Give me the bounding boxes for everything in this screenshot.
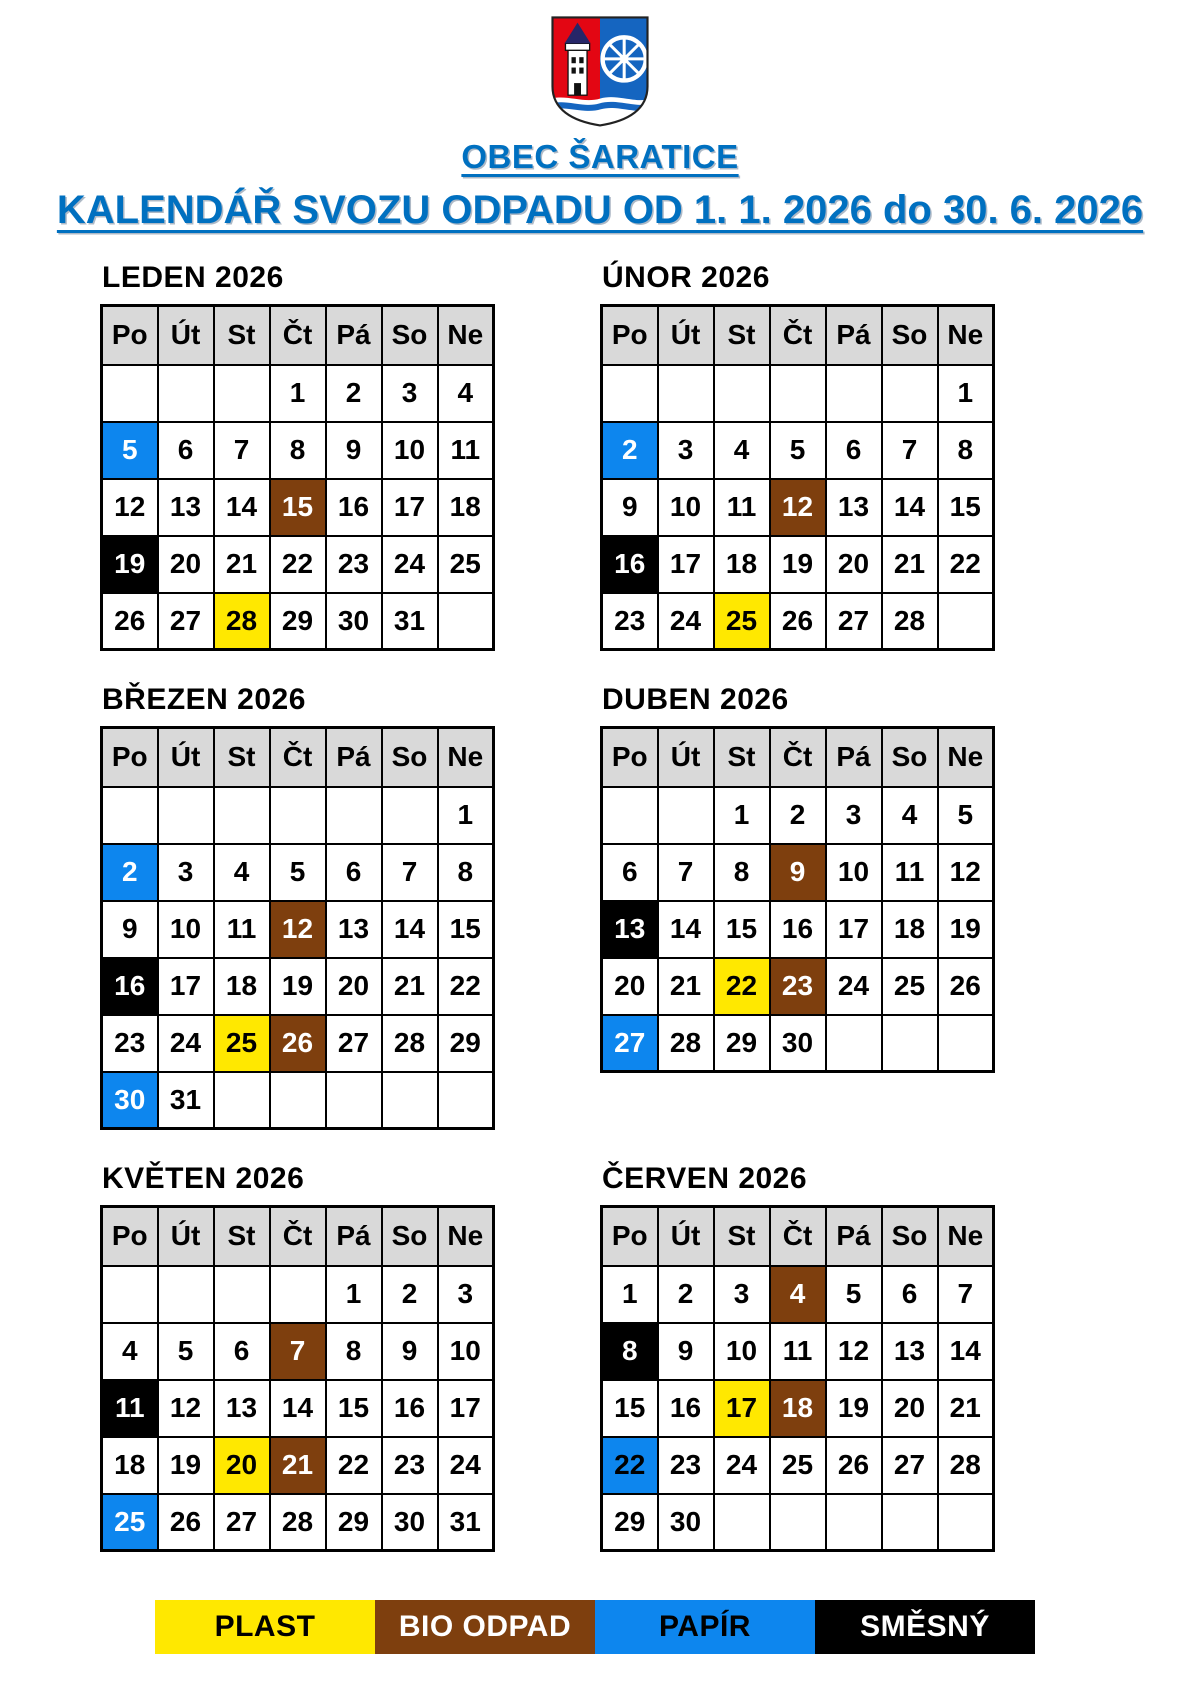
empty-cell (714, 1494, 770, 1551)
day-cell: 5 (938, 787, 994, 844)
day-cell: 1 (714, 787, 770, 844)
weekday-header: So (882, 1207, 938, 1266)
empty-cell (770, 1494, 826, 1551)
day-cell: 29 (438, 1015, 494, 1072)
empty-cell (938, 593, 994, 650)
empty-cell (102, 1266, 158, 1323)
day-cell: 13 (326, 901, 382, 958)
day-cell: 28 (658, 1015, 714, 1072)
month-calendar-4 (600, 683, 1000, 1073)
weekday-header: Pá (326, 1207, 382, 1266)
day-cell: 5 (770, 422, 826, 479)
empty-cell (658, 365, 714, 422)
weekday-header: Pá (326, 306, 382, 365)
weekday-header: Po (102, 306, 158, 365)
day-cell: 9 (658, 1323, 714, 1380)
day-cell: 6 (214, 1323, 270, 1380)
month-calendar-5 (100, 1162, 500, 1552)
municipality-name: OBEC ŠARATICE (461, 138, 739, 175)
month-calendar-2 (600, 261, 1000, 651)
day-cell: 11 (770, 1323, 826, 1380)
empty-cell (438, 1072, 494, 1129)
day-cell: 16 (770, 901, 826, 958)
day-cell-plast: 25 (214, 1015, 270, 1072)
day-cell: 13 (158, 479, 214, 536)
weekday-header: St (714, 1207, 770, 1266)
day-cell-bio: 15 (270, 479, 326, 536)
day-cell: 8 (938, 422, 994, 479)
day-cell-plast: 28 (214, 593, 270, 650)
day-cell-smesny: 13 (602, 901, 658, 958)
day-cell-papir: 2 (102, 844, 158, 901)
empty-cell (826, 1015, 882, 1072)
month-table (100, 726, 495, 1130)
day-cell: 20 (826, 536, 882, 593)
weekday-header: Pá (826, 728, 882, 787)
day-cell: 12 (102, 479, 158, 536)
day-cell: 19 (270, 958, 326, 1015)
day-cell: 10 (714, 1323, 770, 1380)
day-cell: 16 (382, 1380, 438, 1437)
day-cell-papir: 25 (102, 1494, 158, 1551)
empty-cell (158, 787, 214, 844)
weekday-header: So (382, 306, 438, 365)
months-grid (100, 261, 1000, 1552)
day-cell: 10 (382, 422, 438, 479)
day-cell: 27 (882, 1437, 938, 1494)
weekday-header: Út (158, 1207, 214, 1266)
day-cell: 14 (214, 479, 270, 536)
day-cell: 28 (938, 1437, 994, 1494)
day-cell-papir: 30 (102, 1072, 158, 1129)
legend-item-papir: PAPÍR (595, 1600, 815, 1654)
day-cell: 10 (158, 901, 214, 958)
empty-cell (602, 365, 658, 422)
weekday-header: Ne (438, 306, 494, 365)
day-cell: 1 (938, 365, 994, 422)
month-title: ÚNOR 2026 (602, 261, 770, 294)
weekday-header: So (382, 1207, 438, 1266)
empty-cell (158, 365, 214, 422)
day-cell: 23 (102, 1015, 158, 1072)
day-cell: 15 (326, 1380, 382, 1437)
weekday-header: St (714, 728, 770, 787)
weekday-header: St (214, 1207, 270, 1266)
day-cell: 27 (158, 593, 214, 650)
day-cell: 12 (158, 1380, 214, 1437)
empty-cell (158, 1266, 214, 1323)
empty-cell (326, 1072, 382, 1129)
day-cell: 24 (658, 593, 714, 650)
day-cell: 3 (658, 422, 714, 479)
day-cell: 7 (882, 422, 938, 479)
day-cell: 14 (382, 901, 438, 958)
day-cell: 22 (938, 536, 994, 593)
day-cell: 1 (270, 365, 326, 422)
day-cell-bio: 12 (270, 901, 326, 958)
day-cell: 18 (882, 901, 938, 958)
day-cell-bio: 21 (270, 1437, 326, 1494)
day-cell: 8 (714, 844, 770, 901)
day-cell: 23 (382, 1437, 438, 1494)
weekday-header: Po (602, 1207, 658, 1266)
day-cell: 3 (382, 365, 438, 422)
day-cell-plast: 20 (214, 1437, 270, 1494)
weekday-header: St (214, 306, 270, 365)
day-cell: 5 (826, 1266, 882, 1323)
day-cell: 18 (214, 958, 270, 1015)
day-cell: 17 (658, 536, 714, 593)
day-cell: 6 (158, 422, 214, 479)
day-cell: 27 (326, 1015, 382, 1072)
day-cell: 20 (602, 958, 658, 1015)
legend-item-plast: PLAST (155, 1600, 375, 1654)
weekday-header: Čt (770, 306, 826, 365)
day-cell: 1 (602, 1266, 658, 1323)
day-cell: 22 (326, 1437, 382, 1494)
day-cell: 23 (326, 536, 382, 593)
day-cell: 26 (158, 1494, 214, 1551)
day-cell: 9 (382, 1323, 438, 1380)
day-cell: 20 (158, 536, 214, 593)
empty-cell (102, 365, 158, 422)
day-cell: 4 (438, 365, 494, 422)
day-cell: 21 (382, 958, 438, 1015)
empty-cell (882, 365, 938, 422)
weekday-header: St (714, 306, 770, 365)
day-cell: 6 (882, 1266, 938, 1323)
day-cell: 10 (438, 1323, 494, 1380)
day-cell: 18 (714, 536, 770, 593)
day-cell: 24 (382, 536, 438, 593)
day-cell: 11 (214, 901, 270, 958)
empty-cell (938, 1015, 994, 1072)
day-cell-bio: 18 (770, 1380, 826, 1437)
day-cell: 1 (438, 787, 494, 844)
day-cell: 4 (102, 1323, 158, 1380)
empty-cell (270, 1072, 326, 1129)
day-cell: 30 (382, 1494, 438, 1551)
day-cell: 2 (770, 787, 826, 844)
weekday-header: Út (658, 306, 714, 365)
weekday-header: Ne (438, 1207, 494, 1266)
empty-cell (214, 1072, 270, 1129)
day-cell: 21 (882, 536, 938, 593)
empty-cell (826, 365, 882, 422)
day-cell: 14 (938, 1323, 994, 1380)
weekday-header: Út (158, 728, 214, 787)
weekday-header: Út (158, 306, 214, 365)
weekday-header: Po (602, 728, 658, 787)
day-cell: 21 (214, 536, 270, 593)
weekday-header: Pá (826, 306, 882, 365)
month-title: ČERVEN 2026 (602, 1162, 808, 1195)
day-cell: 9 (602, 479, 658, 536)
day-cell: 29 (270, 593, 326, 650)
weekday-header: Po (602, 306, 658, 365)
day-cell-smesny: 16 (602, 536, 658, 593)
day-cell: 23 (658, 1437, 714, 1494)
day-cell: 19 (938, 901, 994, 958)
month-table (100, 1205, 495, 1552)
empty-cell (382, 1072, 438, 1129)
day-cell: 22 (438, 958, 494, 1015)
month-title: BŘEZEN 2026 (102, 683, 306, 716)
empty-cell (882, 1494, 938, 1551)
empty-cell (102, 787, 158, 844)
weekday-header: So (382, 728, 438, 787)
weekday-header: Ne (938, 1207, 994, 1266)
day-cell: 12 (938, 844, 994, 901)
day-cell: 27 (826, 593, 882, 650)
weekday-header: So (882, 728, 938, 787)
day-cell: 17 (438, 1380, 494, 1437)
weekday-header: Ne (938, 728, 994, 787)
day-cell: 29 (326, 1494, 382, 1551)
day-cell: 26 (102, 593, 158, 650)
day-cell: 24 (714, 1437, 770, 1494)
weekday-header: Po (102, 728, 158, 787)
page-header (0, 0, 1200, 233)
day-cell: 13 (882, 1323, 938, 1380)
day-cell: 14 (270, 1380, 326, 1437)
day-cell: 8 (326, 1323, 382, 1380)
day-cell: 18 (438, 479, 494, 536)
day-cell: 9 (102, 901, 158, 958)
empty-cell (214, 365, 270, 422)
day-cell: 6 (326, 844, 382, 901)
day-cell: 13 (826, 479, 882, 536)
day-cell-smesny: 19 (102, 536, 158, 593)
day-cell: 4 (214, 844, 270, 901)
day-cell: 18 (102, 1437, 158, 1494)
month-calendar-1 (100, 261, 500, 651)
day-cell: 11 (438, 422, 494, 479)
day-cell: 16 (326, 479, 382, 536)
day-cell: 24 (438, 1437, 494, 1494)
weekday-header: St (214, 728, 270, 787)
month-calendar-3 (100, 683, 500, 1130)
day-cell: 15 (602, 1380, 658, 1437)
day-cell: 4 (882, 787, 938, 844)
day-cell-smesny: 16 (102, 958, 158, 1015)
day-cell: 30 (658, 1494, 714, 1551)
legend-item-bio: BIO ODPAD (375, 1600, 595, 1654)
day-cell: 31 (158, 1072, 214, 1129)
day-cell-papir: 5 (102, 422, 158, 479)
month-table (600, 304, 995, 651)
day-cell-bio: 26 (270, 1015, 326, 1072)
empty-cell (938, 1494, 994, 1551)
day-cell: 2 (658, 1266, 714, 1323)
day-cell: 25 (438, 536, 494, 593)
day-cell: 7 (938, 1266, 994, 1323)
empty-cell (882, 1015, 938, 1072)
day-cell: 20 (326, 958, 382, 1015)
empty-cell (270, 1266, 326, 1323)
day-cell: 21 (938, 1380, 994, 1437)
day-cell: 17 (382, 479, 438, 536)
day-cell: 10 (658, 479, 714, 536)
day-cell: 29 (714, 1015, 770, 1072)
day-cell: 11 (714, 479, 770, 536)
empty-cell (382, 787, 438, 844)
day-cell: 6 (602, 844, 658, 901)
month-calendar-6 (600, 1162, 1000, 1552)
day-cell: 19 (826, 1380, 882, 1437)
day-cell: 21 (658, 958, 714, 1015)
day-cell-plast: 25 (714, 593, 770, 650)
month-table (600, 726, 995, 1073)
day-cell: 8 (438, 844, 494, 901)
month-title: DUBEN 2026 (602, 683, 789, 716)
empty-cell (714, 365, 770, 422)
day-cell-papir: 22 (602, 1437, 658, 1494)
month-table (100, 304, 495, 651)
day-cell: 25 (882, 958, 938, 1015)
legend-item-smesny: SMĚSNÝ (815, 1600, 1035, 1654)
day-cell: 25 (770, 1437, 826, 1494)
day-cell: 31 (382, 593, 438, 650)
day-cell: 15 (938, 479, 994, 536)
day-cell: 12 (826, 1323, 882, 1380)
day-cell: 29 (602, 1494, 658, 1551)
day-cell: 5 (158, 1323, 214, 1380)
day-cell: 3 (714, 1266, 770, 1323)
empty-cell (826, 1494, 882, 1551)
day-cell: 9 (326, 422, 382, 479)
day-cell: 30 (770, 1015, 826, 1072)
day-cell: 15 (714, 901, 770, 958)
day-cell: 19 (158, 1437, 214, 1494)
day-cell: 13 (214, 1380, 270, 1437)
day-cell-bio: 7 (270, 1323, 326, 1380)
day-cell: 14 (882, 479, 938, 536)
day-cell: 2 (382, 1266, 438, 1323)
weekday-header: Ne (438, 728, 494, 787)
day-cell-bio: 23 (770, 958, 826, 1015)
day-cell: 17 (826, 901, 882, 958)
weekday-header: Pá (826, 1207, 882, 1266)
day-cell: 31 (438, 1494, 494, 1551)
weekday-header: Čt (770, 728, 826, 787)
weekday-header: So (882, 306, 938, 365)
day-cell: 17 (158, 958, 214, 1015)
empty-cell (602, 787, 658, 844)
weekday-header: Po (102, 1207, 158, 1266)
day-cell: 26 (826, 1437, 882, 1494)
day-cell: 28 (882, 593, 938, 650)
day-cell: 3 (826, 787, 882, 844)
day-cell: 30 (326, 593, 382, 650)
day-cell: 8 (270, 422, 326, 479)
day-cell: 1 (326, 1266, 382, 1323)
empty-cell (326, 787, 382, 844)
empty-cell (270, 787, 326, 844)
weekday-header: Čt (270, 1207, 326, 1266)
weekday-header: Út (658, 728, 714, 787)
weekday-header: Čt (770, 1207, 826, 1266)
waste-type-legend (155, 1600, 1035, 1654)
day-cell-smesny: 11 (102, 1380, 158, 1437)
day-cell: 26 (770, 593, 826, 650)
weekday-header: Út (658, 1207, 714, 1266)
empty-cell (770, 365, 826, 422)
empty-cell (658, 787, 714, 844)
day-cell: 14 (658, 901, 714, 958)
day-cell: 22 (270, 536, 326, 593)
weekday-header: Ne (938, 306, 994, 365)
weekday-header: Pá (326, 728, 382, 787)
day-cell: 7 (214, 422, 270, 479)
day-cell-papir: 2 (602, 422, 658, 479)
day-cell: 15 (438, 901, 494, 958)
day-cell: 20 (882, 1380, 938, 1437)
day-cell-papir: 27 (602, 1015, 658, 1072)
day-cell: 28 (382, 1015, 438, 1072)
day-cell-plast: 17 (714, 1380, 770, 1437)
day-cell: 23 (602, 593, 658, 650)
weekday-header: Čt (270, 306, 326, 365)
day-cell: 7 (658, 844, 714, 901)
calendar-title: KALENDÁŘ SVOZU ODPADU OD 1. 1. 2026 do 30. 6. 2026 (56, 188, 1144, 232)
day-cell: 6 (826, 422, 882, 479)
day-cell-bio: 4 (770, 1266, 826, 1323)
day-cell: 27 (214, 1494, 270, 1551)
empty-cell (214, 1266, 270, 1323)
weekday-header: Čt (270, 728, 326, 787)
empty-cell (438, 593, 494, 650)
day-cell: 16 (658, 1380, 714, 1437)
day-cell: 3 (158, 844, 214, 901)
day-cell: 10 (826, 844, 882, 901)
day-cell: 4 (714, 422, 770, 479)
day-cell: 11 (882, 844, 938, 901)
day-cell: 2 (326, 365, 382, 422)
day-cell: 3 (438, 1266, 494, 1323)
day-cell-bio: 12 (770, 479, 826, 536)
day-cell-bio: 9 (770, 844, 826, 901)
month-table (600, 1205, 995, 1552)
day-cell: 19 (770, 536, 826, 593)
day-cell: 7 (382, 844, 438, 901)
month-title: LEDEN 2026 (102, 261, 284, 294)
day-cell: 26 (938, 958, 994, 1015)
day-cell-smesny: 8 (602, 1323, 658, 1380)
day-cell: 28 (270, 1494, 326, 1551)
day-cell: 24 (826, 958, 882, 1015)
empty-cell (214, 787, 270, 844)
month-title: KVĚTEN 2026 (102, 1162, 305, 1195)
municipality-coat-of-arms-logo (548, 14, 652, 128)
day-cell: 5 (270, 844, 326, 901)
day-cell-plast: 22 (714, 958, 770, 1015)
day-cell: 24 (158, 1015, 214, 1072)
